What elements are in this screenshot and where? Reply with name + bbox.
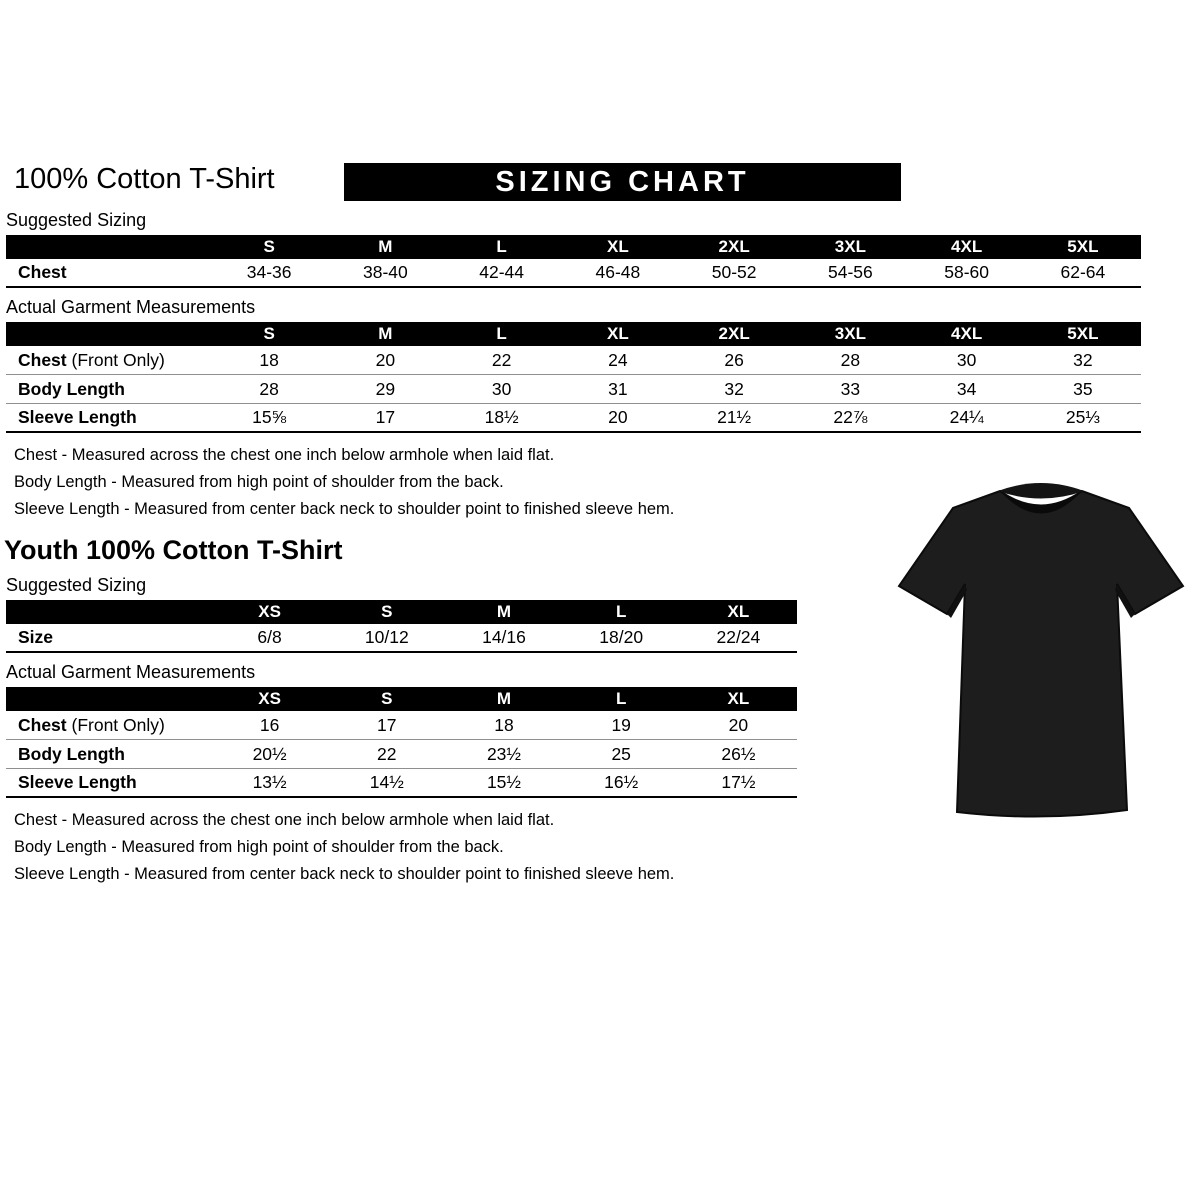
- size-value: 22/24: [716, 627, 761, 647]
- column-header-xs: XS: [258, 689, 281, 708]
- column-header-xs: XS: [258, 602, 281, 621]
- size-value: 54-56: [827, 262, 873, 282]
- size-value: 22: [491, 349, 512, 370]
- column-header-s: S: [381, 602, 393, 621]
- size-value: 50-52: [711, 262, 757, 282]
- tshirt-collar-back: [998, 483, 1084, 499]
- size-value: 24¼: [949, 407, 984, 427]
- column-header-5xl: 5XL: [1067, 324, 1099, 343]
- size-value: 17½: [721, 772, 756, 792]
- note-chest: Chest - Measured across the chest one inch below armhole when laid flat.: [14, 811, 555, 829]
- size-value: 32: [1073, 349, 1093, 370]
- column-header-2xl: 2XL: [718, 237, 750, 256]
- column-header-m: M: [378, 324, 393, 343]
- adult-actual-measurements-table: [6, 322, 1141, 433]
- size-value: 18: [494, 714, 514, 735]
- column-header-xl: XL: [727, 689, 750, 708]
- youth-section-title: Youth 100% Cotton T-Shirt: [4, 535, 343, 565]
- column-header-3xl: 3XL: [834, 237, 866, 256]
- size-value: 21½: [717, 407, 752, 427]
- youth-actual-measurements-label: Actual Garment Measurements: [6, 662, 256, 682]
- row-label: Body Length: [18, 378, 125, 399]
- size-value: 33: [840, 378, 861, 399]
- size-value: 31: [608, 378, 628, 399]
- size-value: 17: [375, 407, 396, 427]
- size-value: 16: [259, 714, 280, 735]
- column-header-m: M: [496, 689, 512, 708]
- size-value: 15⅝: [252, 407, 287, 427]
- column-header-4xl: 4XL: [951, 324, 983, 343]
- size-value: 34-36: [246, 262, 292, 282]
- size-value: 28: [259, 378, 279, 399]
- size-value: 38-40: [362, 262, 408, 282]
- column-header-l: L: [616, 602, 627, 621]
- size-value: 26½: [721, 743, 756, 764]
- row-label: Sleeve Length: [18, 407, 137, 427]
- note-sleeve-length: Sleeve Length - Measured from center back neck to shoulder point to finished sleeve hem.: [14, 865, 675, 883]
- column-header-2xl: 2XL: [718, 324, 750, 343]
- size-value: 22⅞: [833, 407, 868, 427]
- table-header-row: [6, 600, 797, 624]
- note-body-length: Body Length - Measured from high point of shoulder from the back.: [14, 838, 504, 856]
- column-header-xl: XL: [607, 324, 629, 343]
- table-header-row: [6, 687, 797, 711]
- row-label: Chest (Front Only): [18, 349, 165, 370]
- size-value: 25: [611, 743, 631, 764]
- size-value: 10/12: [364, 627, 409, 647]
- row-label: Size: [18, 627, 54, 647]
- table-row: [6, 404, 1141, 433]
- row-label: Body Length: [18, 743, 125, 764]
- column-header-l: L: [616, 689, 627, 708]
- size-value: 34: [956, 378, 977, 399]
- column-header-m: M: [496, 602, 512, 621]
- column-header-s: S: [263, 324, 275, 343]
- table-row: [6, 624, 797, 653]
- size-value: 14/16: [482, 627, 526, 647]
- size-value: 42-44: [479, 262, 524, 282]
- column-header-3xl: 3XL: [834, 324, 866, 343]
- sizing-chart-banner: SIZING CHART: [344, 163, 901, 201]
- note-body-length: Body Length - Measured from high point of shoulder from the back.: [14, 473, 504, 491]
- size-value: 28: [840, 349, 861, 370]
- size-value: 23½: [486, 743, 522, 764]
- tshirt-body-shape: [899, 491, 1183, 817]
- size-value: 15½: [486, 772, 522, 792]
- size-value: 32: [724, 378, 744, 399]
- youth-suggested-sizing-table: [6, 600, 797, 653]
- size-value: 20½: [252, 743, 287, 764]
- table-row: [6, 375, 1141, 404]
- size-value: 30: [491, 378, 512, 399]
- table-row: [6, 711, 797, 740]
- size-value: 24: [608, 349, 628, 370]
- size-value: 17: [377, 714, 397, 735]
- adult-actual-measurements-label: Actual Garment Measurements: [6, 297, 256, 317]
- column-header-m: M: [378, 237, 393, 256]
- size-value: 18½: [484, 407, 519, 427]
- note-sleeve-length: Sleeve Length - Measured from center back neck to shoulder point to finished sleeve hem.: [14, 500, 675, 518]
- size-value: 62-64: [1060, 262, 1106, 282]
- size-value: 20: [728, 714, 749, 735]
- size-value: 19: [611, 714, 631, 735]
- row-label: Chest: [18, 262, 67, 282]
- table-row: [6, 346, 1141, 375]
- size-value: 29: [375, 378, 396, 399]
- size-value: 46-48: [595, 262, 641, 282]
- youth-suggested-sizing-label: Suggested Sizing: [6, 575, 147, 595]
- page-title: 100% Cotton T-Shirt: [14, 163, 275, 195]
- column-header-5xl: 5XL: [1067, 237, 1099, 256]
- row-label: Chest (Front Only): [18, 714, 165, 735]
- size-value: 58-60: [944, 262, 989, 282]
- table-header-row: [6, 322, 1141, 346]
- table-header-row: [6, 235, 1141, 259]
- adult-suggested-sizing-label: Suggested Sizing: [6, 210, 147, 230]
- tshirt-product-image: [895, 478, 1187, 826]
- youth-actual-measurements-table: [6, 687, 797, 798]
- size-value: 26: [724, 349, 744, 370]
- size-value: 25⅓: [1065, 407, 1100, 427]
- column-header-xl: XL: [727, 602, 750, 621]
- adult-suggested-sizing-table: [6, 235, 1141, 288]
- row-label: Sleeve Length: [18, 772, 137, 792]
- table-row: [6, 769, 797, 798]
- column-header-s: S: [263, 237, 275, 256]
- column-header-s: S: [381, 689, 393, 708]
- size-value: 35: [1073, 378, 1093, 399]
- size-value: 16½: [604, 772, 639, 792]
- size-value: 13½: [252, 772, 287, 792]
- table-row: [6, 740, 797, 769]
- size-value: 30: [956, 349, 977, 370]
- size-value: 6/8: [257, 627, 282, 647]
- size-value: 22: [377, 743, 397, 764]
- size-value: 18/20: [599, 627, 644, 647]
- column-header-l: L: [496, 237, 507, 256]
- column-header-l: L: [496, 324, 507, 343]
- size-value: 14½: [369, 772, 404, 792]
- size-value: 18: [259, 349, 279, 370]
- column-header-xl: XL: [607, 237, 629, 256]
- size-value: 20: [375, 349, 396, 370]
- table-row: [6, 259, 1141, 288]
- column-header-4xl: 4XL: [951, 237, 983, 256]
- note-chest: Chest - Measured across the chest one inch below armhole when laid flat.: [14, 446, 555, 464]
- top-bar: [0, 163, 1200, 201]
- size-value: 20: [608, 407, 628, 427]
